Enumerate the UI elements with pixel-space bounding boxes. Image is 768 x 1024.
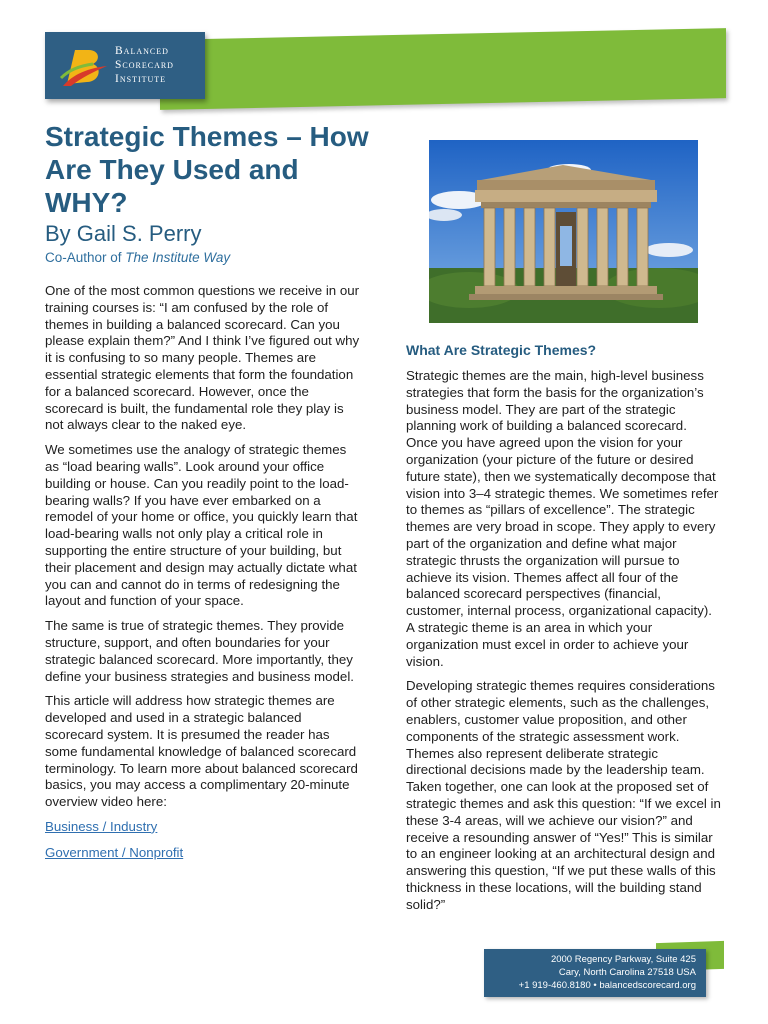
- right-column: [406, 368, 722, 922]
- logo-wordmark: [115, 44, 174, 86]
- left-column: [45, 283, 363, 871]
- article-byline: By Gail S. Perry: [45, 221, 202, 246]
- balanced-scorecard-logo-icon: [59, 44, 109, 88]
- government-nonprofit-link[interactable]: Government / Nonprofit: [45, 844, 184, 860]
- footer-address-line-1: 2000 Regency Parkway, Suite 425: [550, 954, 696, 965]
- footer-address-line-2: Cary, North Carolina 27518 USA: [558, 967, 696, 978]
- logo[interactable]: [45, 32, 205, 99]
- left-paragraph-2: We sometimes use the analogy of strategic themes as “load bearing walls”. Look around your office building or house. Can you readily point to the load-bearing walls? If you have ever embarked on a remodel of your home or office, you quickly learn that load-bearing walls not only play a critical role in supporting the entire structure of your building, but their placement and design may actually dictate what you can and cannot do in terms of redesigning the layout and function of your space.: [45, 442, 358, 609]
- left-paragraph-4: This article will address how strategic themes are developed and used in a strategic balanced scorecard system. It is presumed the reader has some fundamental knowledge of balanced scorecard terminology. To learn more about balanced scorecard basics, you may access a complimentary 20-minute overview video here:: [45, 693, 358, 810]
- greek-temple-photo: [429, 140, 698, 323]
- logo-line-1: Balanced: [115, 45, 169, 57]
- right-paragraph-2: Developing strategic themes requires considerations of other strategic elements, such as the challenges, enablers, customer value proposition, and other components of the strategic assessment work. Themes also represent deliberate strategic directional decisions made by the leadership team. Taken together, one can look at the proposed set of strategic themes and ask this question: “If we excel in these 3-4 areas, will we achieve our vision?” and receive a resounding answer of “Yes!” This is similar to an engineer looking at an architectural design and answering this question, “If we put these walls of this thickness in these locations, will the building stand solid?”: [406, 678, 721, 912]
- section-heading: What Are Strategic Themes?: [406, 342, 597, 358]
- article-title: Strategic Themes – How Are They Used and WHY?: [45, 121, 369, 218]
- coauthor-book-title: The Institute Way: [125, 250, 231, 265]
- left-paragraph-1: One of the most common questions we receive in our training courses is: “I am confused by the role of themes in building a balanced scorecard. Can you please explain them?” And I think I’ve figured out why it is confusing to so many people. Themes are essential strategic elements that form the foundation for a balanced scorecard. However, once the scorecard is built, the fundamental role they play is not always clear to the naked eye.: [45, 283, 360, 433]
- logo-line-3: Institute: [115, 73, 167, 85]
- left-paragraph-3: The same is true of strategic themes. They provide structure, support, and often boundaries for your strategic balanced scorecard. More importantly, they define your business strategies and business model.: [45, 618, 354, 684]
- right-paragraph-1: Strategic themes are the main, high-level business strategies that form the basis for the organization’s business model. They are part of the strategic planning work of building a balanced scorecard. Once you have agreed upon the vision for your organization (your picture of the future or desired future state), then we systematically decompose that vision into 3–4 strategic themes. We sometimes refer to themes as “pillars of excellence”. The strategic themes are very broad in scope. They apply to every part of the organization and define what major strategic thrusts the organization will pursue to achieve its vision. Themes affect all four of the balanced scorecard perspectives (financial, customer, internal process, organizational capacity). A strategic theme is an area in which your organization must excel in order to achieve your vision.: [406, 368, 719, 669]
- footer-contact-box: [484, 949, 706, 997]
- footer-contact-line[interactable]: +1 919-460.8180 • balancedscorecard.org: [518, 980, 696, 991]
- business-industry-link[interactable]: Business / Industry: [45, 818, 158, 834]
- header-green-band: [160, 28, 726, 110]
- coauthor-prefix: Co-Author of: [45, 250, 126, 265]
- coauthor-line: [45, 250, 230, 265]
- logo-line-2: Scorecard: [115, 59, 174, 71]
